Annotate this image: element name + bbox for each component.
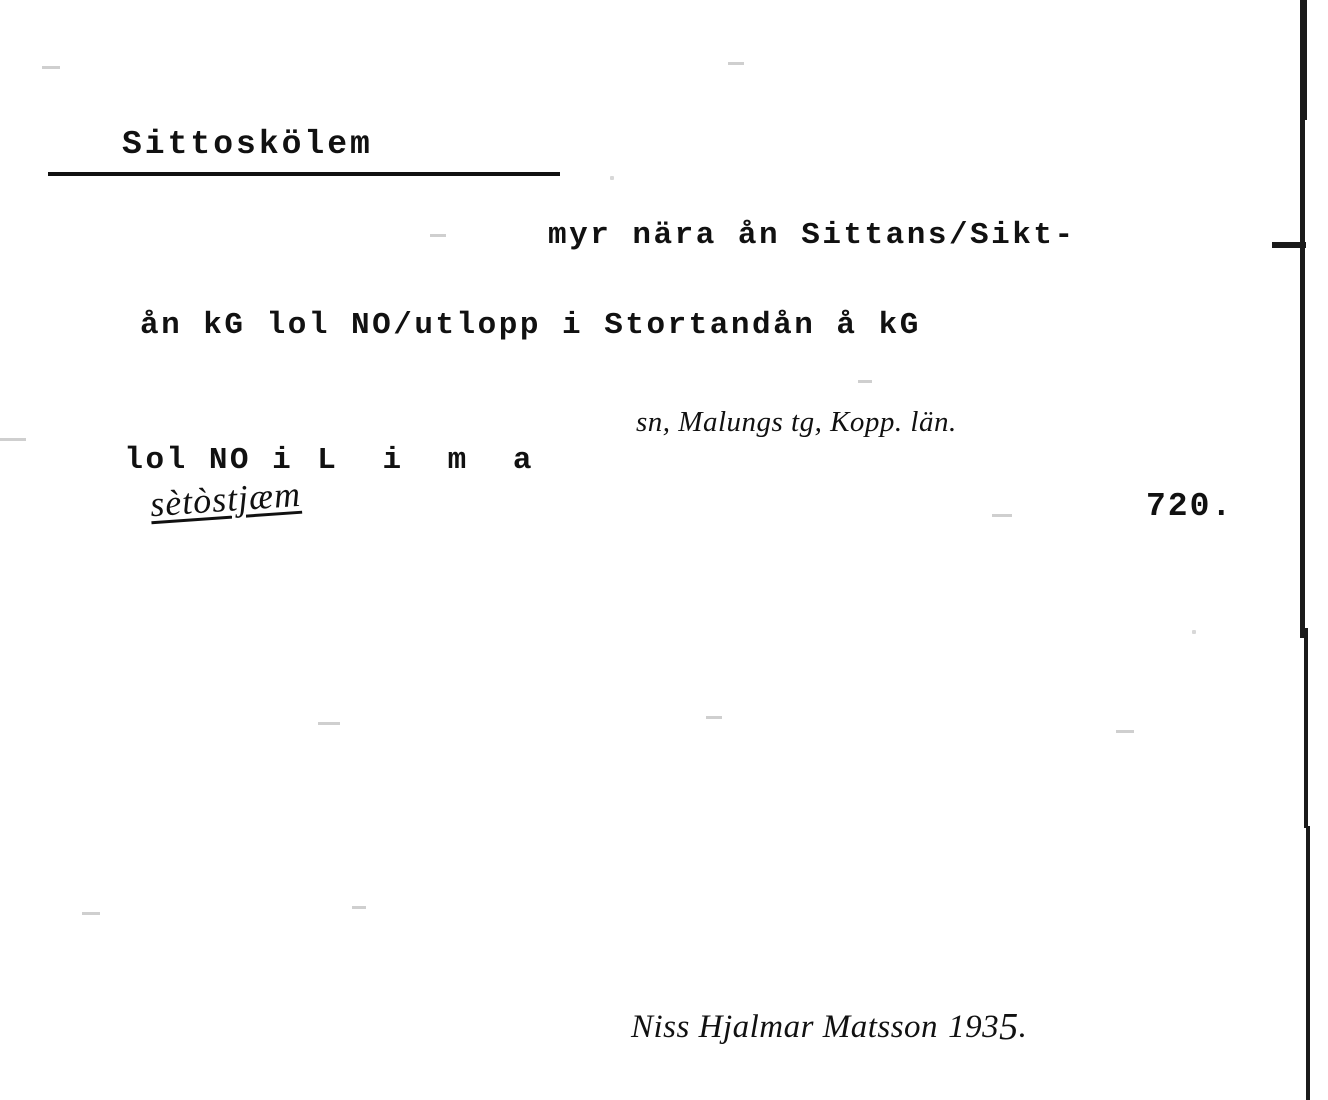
typewriter-overrun-mark (1272, 242, 1306, 248)
dialect-form-annotation: sètòstjæm (148, 473, 303, 525)
page-title: Sittoskölem (122, 126, 373, 163)
stray-speck (610, 176, 614, 180)
scan-edge-segment (1304, 628, 1308, 828)
stray-mark (0, 438, 26, 441)
stray-mark (430, 234, 446, 237)
stray-mark (706, 716, 722, 719)
signature-year-prefix: 193 (948, 1009, 1000, 1045)
body-line-2: ån kG lol NO/utlopp i Stortandån å kG (140, 308, 921, 343)
stray-mark (318, 722, 340, 725)
body-line-1: myr nära ån Sittans/Sikt- (548, 218, 1076, 253)
stray-mark (352, 906, 366, 909)
signature-name: Niss Hjalmar Matsson (631, 1009, 939, 1045)
signature-year-last-digit: 5 (999, 1006, 1019, 1048)
stray-speck (1192, 630, 1196, 634)
stray-mark (992, 514, 1012, 517)
catalog-number: 720. (1146, 488, 1234, 525)
signature-year-suffix: . (1018, 1009, 1028, 1045)
stray-mark (858, 380, 872, 383)
stray-mark (42, 66, 60, 69)
parish-note: sn, Malungs tg, Kopp. län. (636, 406, 957, 438)
scan-edge-segment (1300, 118, 1305, 638)
title-underline (48, 172, 560, 176)
scan-edge-segment (1306, 826, 1310, 1100)
scan-edge-segment (1300, 0, 1307, 120)
place-name: L i m a (317, 443, 546, 478)
stray-mark (82, 912, 100, 915)
stray-mark (1116, 730, 1134, 733)
body-line-3-text: lol NO i (124, 443, 294, 478)
signature (596, 968, 1027, 1086)
stray-mark (728, 62, 744, 65)
